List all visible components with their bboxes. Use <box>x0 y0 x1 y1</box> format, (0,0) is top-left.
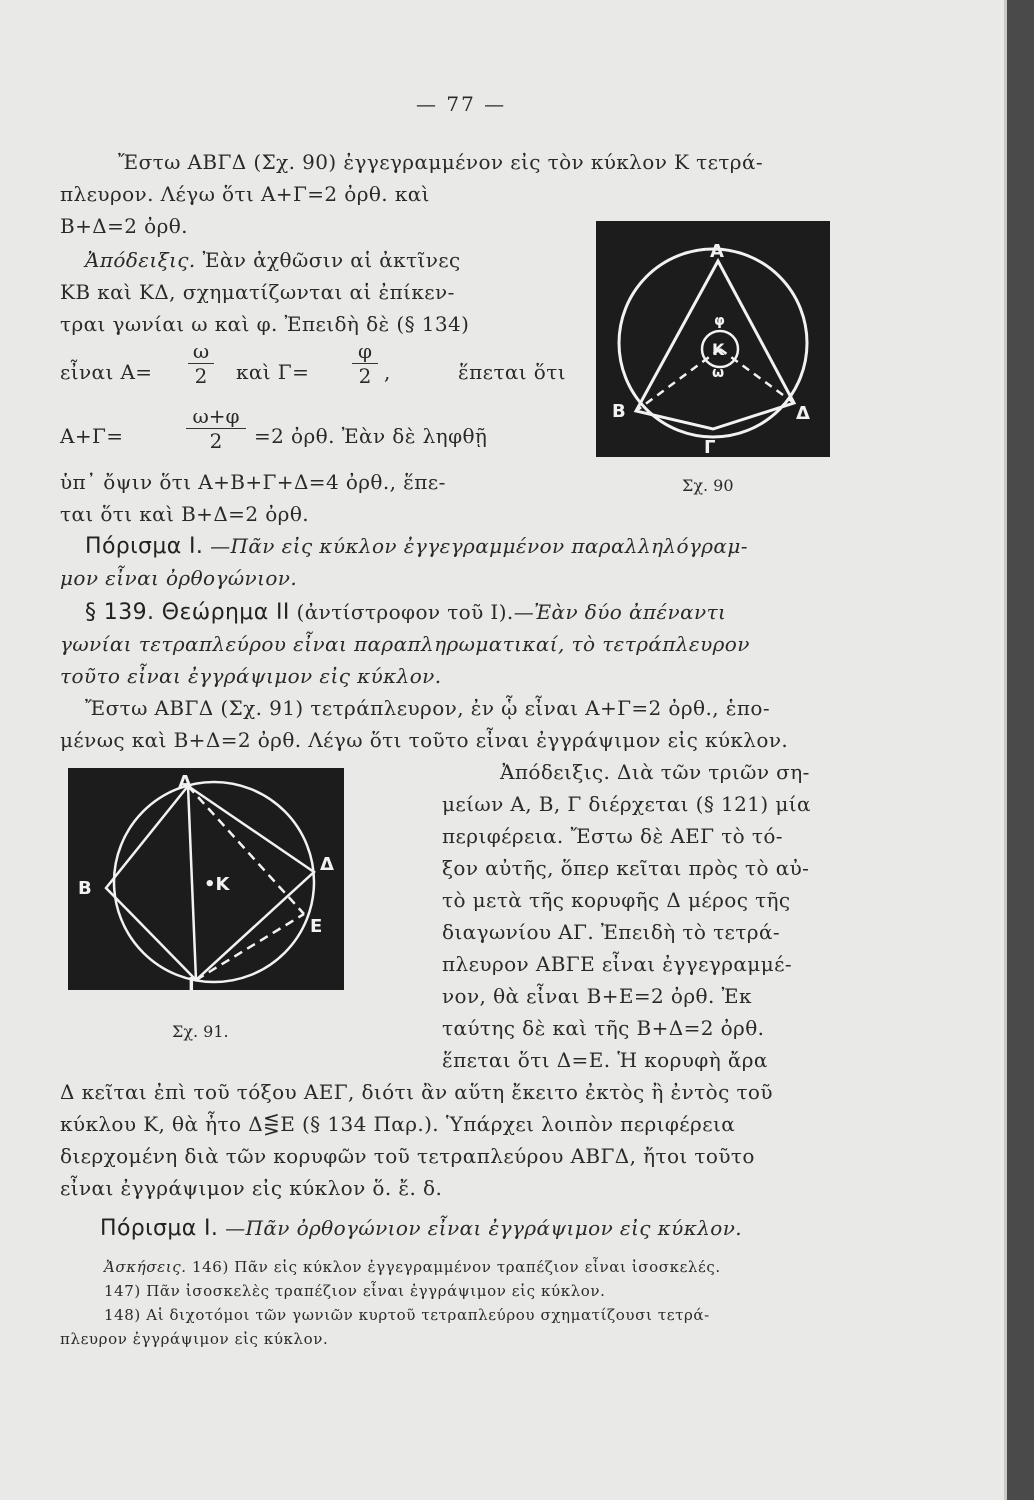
fig91-label-E: Ε <box>310 916 323 937</box>
theorem-label: § 139. Θεώρημα ΙΙ <box>85 600 290 625</box>
p1-line-10: ται ὅτι καὶ Β+Δ=2 ὀρθ. <box>60 502 310 526</box>
p2-line-4: μείων Α, Β, Γ διέρχεται (§ 121) μία <box>442 792 811 816</box>
p2-line-1: Ἔστω ΑΒΓΔ (Σχ. 91) τετράπλευρον, ἐν ᾧ εἶναι Α+Γ=2 ὀρθ., ἑπο- <box>85 696 771 720</box>
p1-line-7a: εἶναι Α= <box>60 360 153 384</box>
figure-91-drawing <box>68 768 344 990</box>
porisma-2-line <box>100 1216 742 1241</box>
p2-line-16: εἶναι ἐγγράψιμον εἰς κύκλον ὅ. ἔ. δ. <box>60 1176 443 1200</box>
theorem-line-1 <box>85 600 726 625</box>
frac2-numerator: φ <box>357 339 372 363</box>
frac1-numerator: ω <box>192 339 210 363</box>
fig91-label-B: Β <box>78 878 92 899</box>
theorem-line-2: γωνίαι τετραπλεύρου εἶναι παραπληρωματικαί, τὸ τετράπλευρον <box>60 632 750 656</box>
fig90-label-K: Κ <box>712 340 725 359</box>
fraction-phi-over-2 <box>352 340 378 387</box>
figure-91 <box>68 768 344 990</box>
p2-line-13: Δ κεῖται ἐπὶ τοῦ τόξου ΑΕΓ, διότι ἂν αὕτη ἔκειτο ἐκτὸς ἢ ἐντὸς τοῦ <box>60 1080 773 1104</box>
p2-line-3: Ἀπόδειξις. Διὰ τῶν τριῶν ση- <box>500 760 810 784</box>
fig91-label-K: •Κ <box>204 874 230 895</box>
fig90-label-phi: φ <box>714 313 725 329</box>
exercise-146: 146) Πᾶν εἰς κύκλον ἐγγεγραμμένον τραπέζιον εἶναι ἰσοσκελές. <box>192 1258 721 1276</box>
p1-line-4-text: Ἐὰν ἀχθῶσιν αἱ ἀκτῖνες <box>202 248 461 272</box>
exercise-148-line-1: 148) Αἱ διχοτόμοι τῶν γωνιῶν κυρτοῦ τετραπλεύρου σχηματίζουσι τετρά- <box>104 1306 710 1324</box>
frac1-denominator: 2 <box>194 364 208 388</box>
p1-line-8a: Α+Γ= <box>60 424 124 448</box>
figure-91-caption: Σχ. 91. <box>172 1022 229 1041</box>
p1-line-2: πλευρον. Λέγω ὅτι Α+Γ=2 ὀρθ. καὶ <box>60 182 430 206</box>
fig90-label-omega: ω <box>712 365 725 381</box>
porisma-2-label: Πόρισμα Ι. <box>100 1216 219 1241</box>
frac3-numerator: ω+φ <box>192 404 240 428</box>
porisma-1-line-1 <box>85 534 748 559</box>
exercise-147: 147) Πᾶν ἰσοσκελὲς τραπέζιον εἶναι ἐγγράψιμον εἰς κύκλον. <box>104 1282 606 1300</box>
exercises-line-1 <box>104 1258 721 1276</box>
theorem-tag: (ἀντίστροφον τοῦ Ι). <box>296 600 514 624</box>
porisma-1-text-1: —Πᾶν εἰς κύκλον ἐγγεγραμμένον παραλληλόγραμ- <box>210 534 748 558</box>
porisma-2-text: —Πᾶν ὀρθογώνιον εἶναι ἐγγράψιμον εἰς κύκλον. <box>225 1216 743 1240</box>
p1-line-6: τραι γωνίαι ω καὶ φ. Ἐπειδὴ δὲ (§ 134) <box>60 312 470 336</box>
frac3-denominator: 2 <box>209 429 223 453</box>
p1-line-7b: καὶ Γ= <box>236 360 310 384</box>
comma: , <box>384 360 391 384</box>
p2-line-6: ξον αὐτῆς, ὅπερ κεῖται πρὸς τὸ αὐ- <box>442 856 810 880</box>
fig90-label-B: Β <box>612 401 626 422</box>
theorem-line-3: τοῦτο εἶναι ἐγγράψιμον εἰς κύκλον. <box>60 664 442 688</box>
fig91-label-A: Α <box>178 772 192 793</box>
figure-90-caption: Σχ. 90 <box>682 476 734 495</box>
exercise-148-line-2: πλευρον ἐγγράψιμον εἰς κύκλον. <box>60 1330 329 1348</box>
porisma-1-line-2: μον εἶναι ὀρθογώνιον. <box>60 566 298 590</box>
p2-line-7: τὸ μετὰ τῆς κορυφῆς Δ μέρος τῆς <box>442 888 791 912</box>
p2-line-12: ἕπεται ὅτι Δ=Ε. Ἡ κορυφὴ ἄρα <box>442 1048 768 1072</box>
porisma-1-label: Πόρισμα Ι. <box>85 534 204 559</box>
fig90-label-A: Α <box>710 241 724 262</box>
p1-line-3: Β+Δ=2 ὀρθ. <box>60 214 188 238</box>
fraction-omega-plus-phi-over-2 <box>186 405 246 452</box>
figure-90-drawing <box>596 221 830 457</box>
figure-90 <box>596 221 830 457</box>
fig91-label-D: Δ <box>320 854 334 875</box>
p1-line-7c: ἕπεται ὅτι <box>458 360 566 384</box>
fig90-label-G: Γ <box>704 437 716 457</box>
p2-line-10: νον, θὰ εἶναι Β+Ε=2 ὀρθ. Ἐκ <box>442 984 752 1008</box>
p2-line-9: πλευρον ΑΒΓΕ εἶναι ἐγγεγραμμέ- <box>442 952 793 976</box>
p1-line-9: ὑπ᾽ ὄψιν ὅτι Α+Β+Γ+Δ=4 ὀρθ., ἕπε- <box>60 470 446 494</box>
fraction-omega-over-2 <box>188 340 214 387</box>
frac2-denominator: 2 <box>358 364 372 388</box>
theorem-text-1: —Ἐὰν δύο ἀπέναντι <box>513 600 727 624</box>
p2-line-8: διαγωνίου ΑΓ. Ἐπειδὴ τὸ τετρά- <box>442 920 781 944</box>
p1-line-5: ΚΒ καὶ ΚΔ, σχηματίζωνται αἱ ἐπίκεν- <box>60 280 455 304</box>
p1-line-4 <box>85 248 461 272</box>
p2-line-5: περιφέρεια. Ἔστω δὲ ΑΕΓ τὸ τό- <box>442 824 783 848</box>
fig91-label-G: Γ <box>188 974 200 990</box>
p2-line-14: κύκλου Κ, θὰ ἦτο Δ⋚Ε (§ 134 Παρ.). Ὑπάρχει λοιπὸν περιφέρεια <box>60 1112 736 1136</box>
p2-line-2: μένως καὶ Β+Δ=2 ὀρθ. Λέγω ὅτι τοῦτο εἶναι ἐγγράψιμον εἰς κύκλον. <box>60 728 789 752</box>
p1-line-1: Ἔστω ΑΒΓΔ (Σχ. 90) ἐγγεγραμμένον εἰς τὸν κύκλον Κ τετρά- <box>118 150 764 174</box>
fig90-label-D: Δ <box>796 403 810 424</box>
p2-line-11: ταύτης δὲ καὶ τῆς Β+Δ=2 ὀρθ. <box>442 1016 765 1040</box>
proof-label: Ἀπόδειξις. <box>85 248 196 272</box>
p1-line-8b: =2 ὀρθ. Ἐὰν δὲ ληφθῇ <box>254 424 488 448</box>
exercises-label: Ἀσκήσεις. <box>104 1258 187 1276</box>
p2-line-15: διερχομένη διὰ τῶν κορυφῶν τοῦ τετραπλεύρου ΑΒΓΔ, ἤτοι τοῦτο <box>60 1144 755 1168</box>
page-number: — 77 — <box>416 92 507 116</box>
